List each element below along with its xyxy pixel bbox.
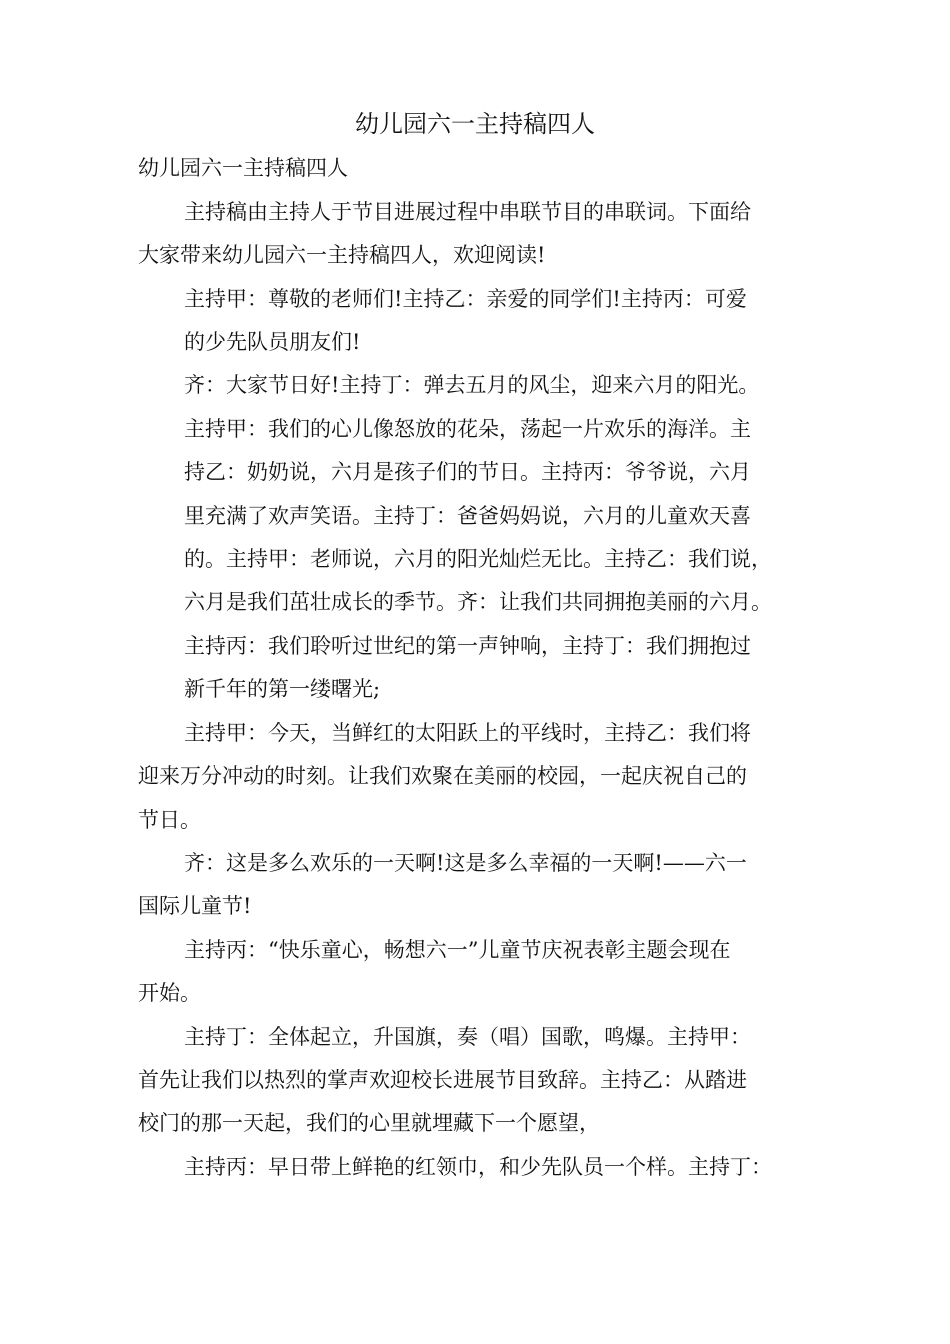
body-line: 主持甲：我们的心儿像怒放的花朵，荡起一片欢乐的海洋。主 (184, 417, 751, 441)
body-line: 里充满了欢声笑语。主持丁：爸爸妈妈说，六月的儿童欢天喜 (184, 504, 751, 528)
body-line: 主持甲：今天，当鲜红的太阳跃上的平线时，主持乙：我们将 (184, 721, 751, 745)
body-line: 大家带来幼儿园六一主持稿四人，欢迎阅读! (138, 243, 546, 267)
body-line: 的少先队员朋友们! (184, 330, 361, 354)
body-line: 主持丁：全体起立，升国旗，奏（唱）国歌，鸣爆。主持甲： (184, 1025, 751, 1049)
body-line: 节日。 (138, 808, 201, 832)
body-line: 主持丙：早日带上鲜艳的红领巾，和少先队员一个样。主持丁： (184, 1155, 772, 1179)
body-line: 齐：大家节日好!主持丁：弹去五月的风尘，迎来六月的阳光。 (184, 373, 760, 397)
body-line: 迎来万分冲动的时刻。让我们欢聚在美丽的校园，一起庆祝自己的 (138, 764, 747, 788)
body-line: 首先让我们以热烈的掌声欢迎校长进展节目致辞。主持乙：从踏进 (138, 1068, 747, 1092)
document-title: 幼儿园六一主持稿四人 (355, 110, 595, 138)
body-line: 主持稿由主持人于节目进展过程中串联节目的串联词。下面给 (184, 200, 751, 224)
body-line: 校门的那一天起，我们的心里就埋藏下一个愿望， (138, 1111, 600, 1135)
body-line: 六月是我们茁壮成长的季节。齐：让我们共同拥抱美丽的六月。 (184, 590, 772, 614)
body-line: 国际儿童节! (138, 894, 252, 918)
body-line: 齐：这是多么欢乐的一天啊!这是多么幸福的一天啊!——六一 (184, 851, 747, 875)
body-line: 新千年的第一缕曙光; (184, 677, 381, 701)
body-line: 主持丙：“快乐童心，畅想六一”儿童节庆祝表彰主题会现在 (184, 938, 731, 962)
body-line: 持乙：奶奶说，六月是孩子们的节日。主持丙：爷爷说，六月 (184, 460, 751, 484)
body-line: 主持甲：尊敬的老师们!主持乙：亲爱的同学们!主持丙：可爱 (184, 287, 747, 311)
body-line: 主持丙：我们聆听过世纪的第一声钟响，主持丁：我们拥抱过 (184, 634, 751, 658)
subtitle-line: 幼儿园六一主持稿四人 (138, 156, 348, 180)
body-line: 开始。 (138, 981, 201, 1005)
body-line: 的。主持甲：老师说，六月的阳光灿烂无比。主持乙：我们说， (184, 547, 772, 571)
